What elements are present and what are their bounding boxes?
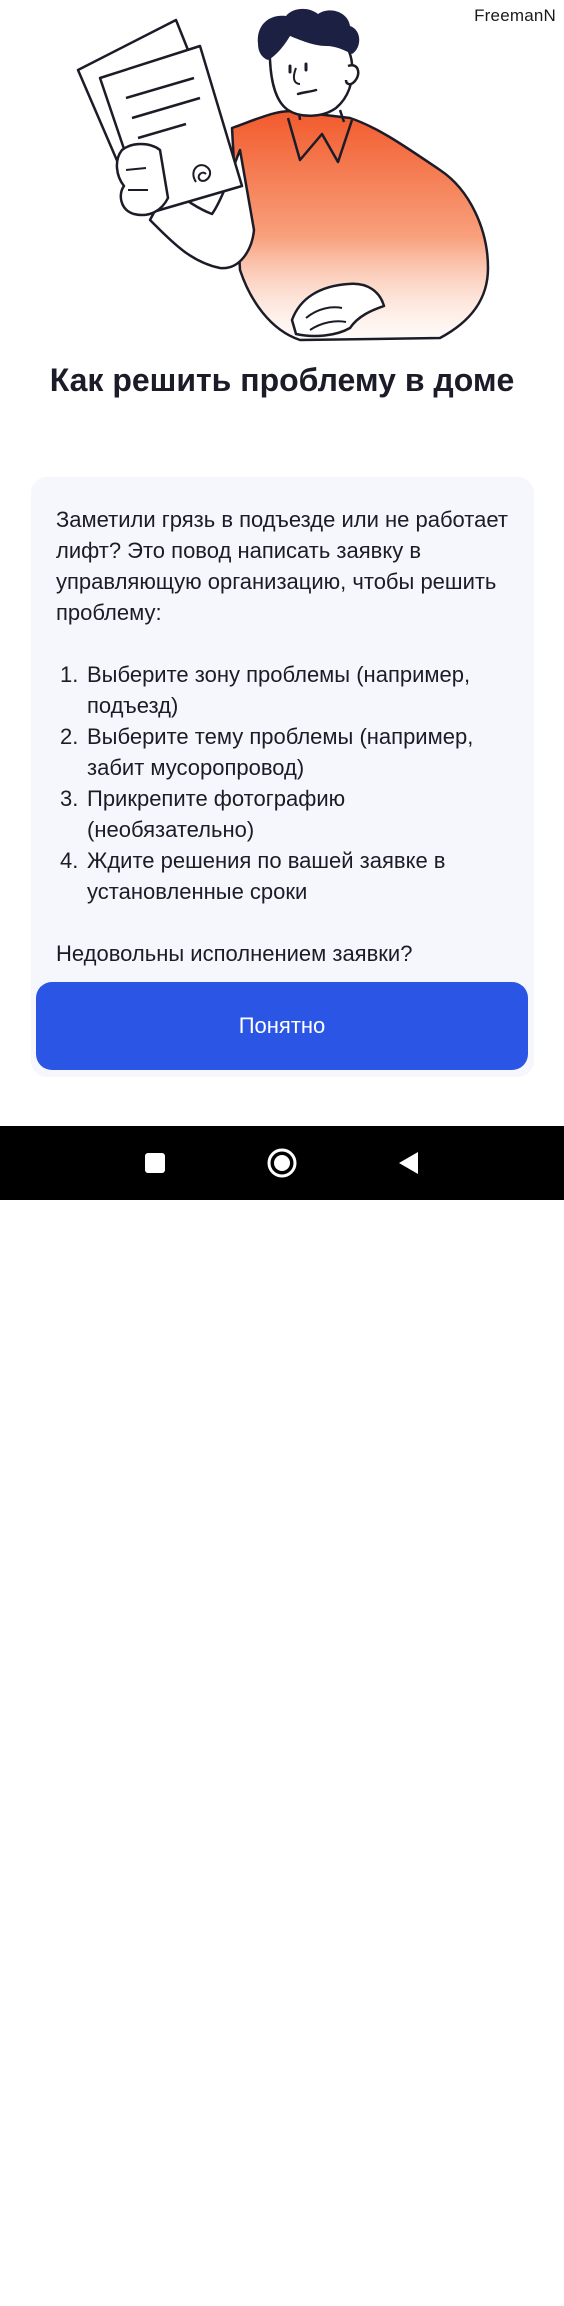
outro-paragraph: Недовольны исполнением заявки? [56,941,413,966]
back-button[interactable] [364,1126,454,1200]
intro-paragraph: Заметили грязь в подъезде или не работает лифт? Это повод написать заявку в управляющую организацию, чтобы решить проблему: [56,507,508,625]
circle-home-icon [266,1147,298,1179]
step-number: 2. [60,724,79,749]
instructions-text [56,504,516,969]
step-text: Ждите решения по вашей заявке в установленные сроки [87,848,446,904]
steps-list [56,659,516,907]
step-text: Выберите тему проблемы (например, забит мусоропровод) [87,724,474,780]
watermark-site: RECOMMEND.RU [413,2286,556,2305]
step-item [56,659,516,721]
system-navigation-bar [0,1126,564,2305]
recent-apps-button[interactable] [110,1126,200,1200]
step-number: 1. [60,662,79,687]
home-button[interactable] [237,1126,327,1200]
step-item [56,783,516,845]
triangle-back-icon [396,1150,422,1176]
step-item [56,721,516,783]
watermark-username: FreemanN [474,6,556,25]
step-number: 4. [60,848,79,873]
step-item [56,845,516,907]
step-text: Выберите зону проблемы (например, подъезд) [87,662,471,718]
understood-button[interactable]: Понятно [36,982,528,1070]
square-recent-apps-icon [143,1151,167,1175]
person-with-document-illustration [0,0,564,350]
step-text: Прикрепите фотографию (необязательно) [87,786,346,842]
step-number: 3. [60,786,79,811]
page-title: Как решить проблему в доме [49,362,515,398]
